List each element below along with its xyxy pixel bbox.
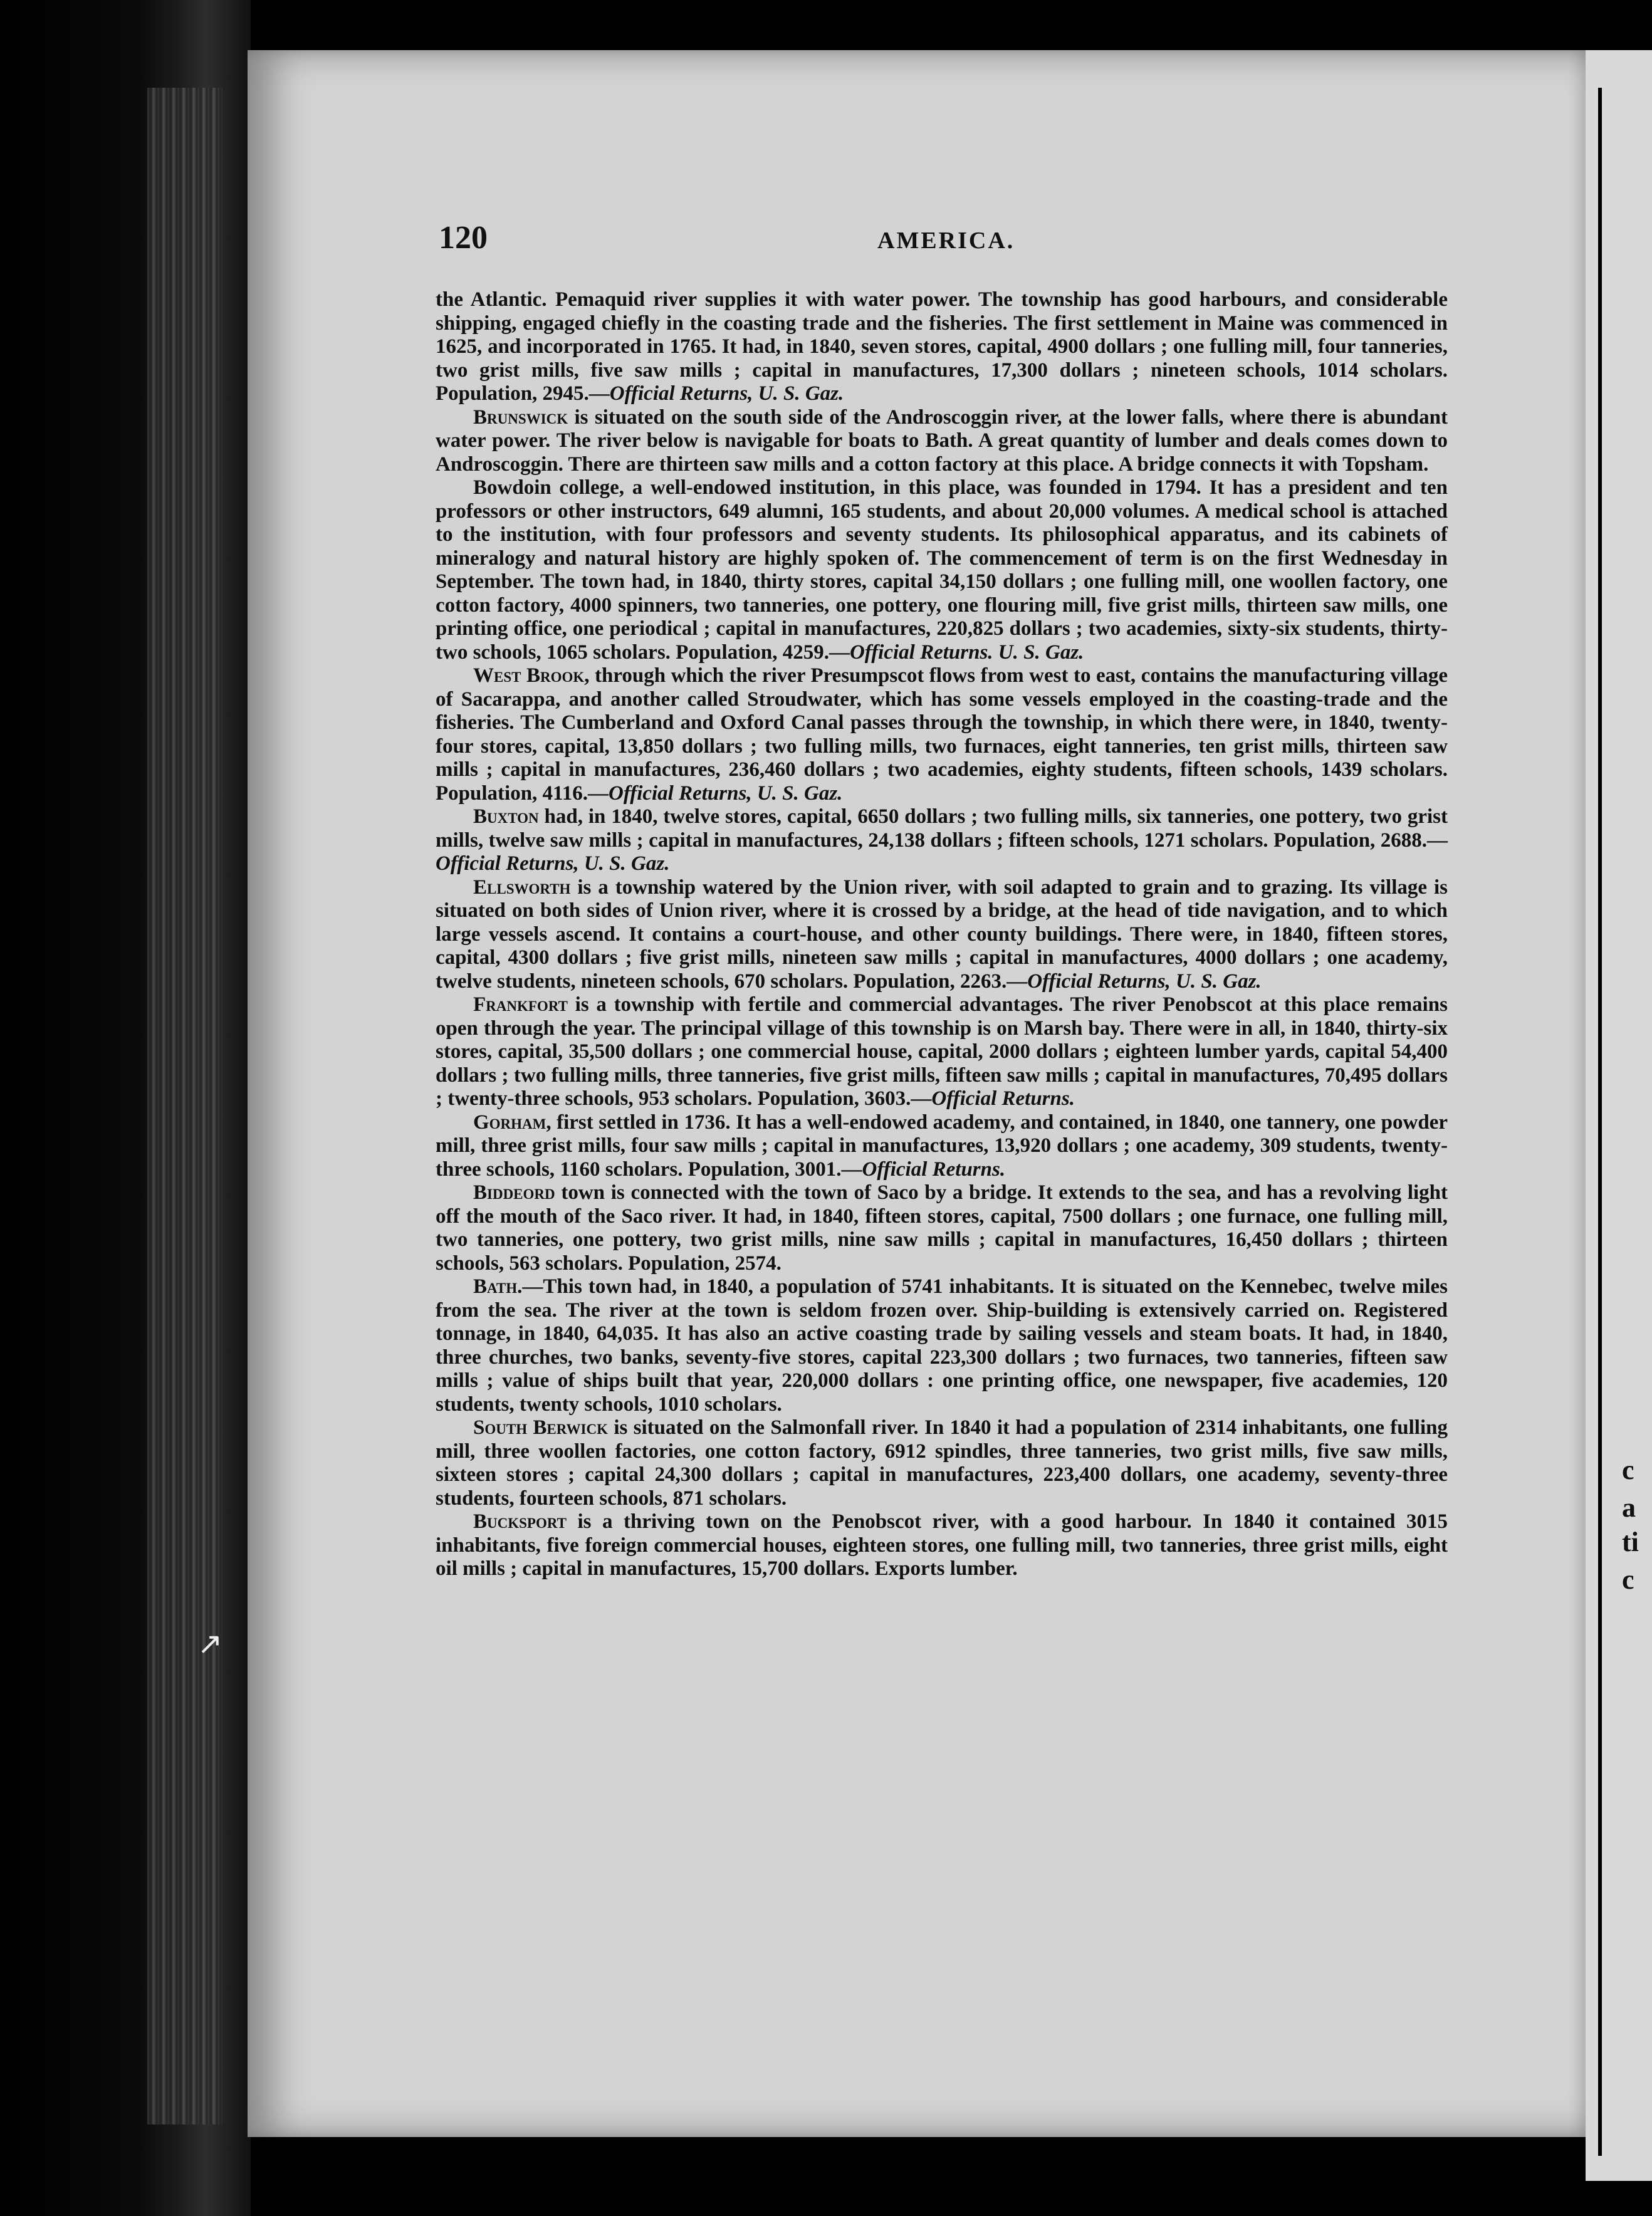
facing-page-letter: c [1622, 1455, 1634, 1485]
facing-page-letter: a [1622, 1492, 1636, 1523]
citation: Official Returns. [862, 1158, 1006, 1181]
paragraph-text: is situated on the Salmonfall river. In 1840 it had a population of 2314 inhabitants, one fulling mill, three woollen factories, one cotton factory, 6912 spindles, three tanneries, two grist mills, five saw mills, sixteen stores ; capital 24,300 dollars ; capital in manufactures, 223,400 dollars, one academy, seventy-three students, fourteen schools, 871 scholars. [436, 1416, 1448, 1510]
paragraph-text: the Atlantic. Pemaquid river supplies it with water power. The township has good harbours, and considerable shipping, engaged chiefly in the coasting trade and the fisheries. The first settlement in Maine was commenced in 1625, and incorporated in 1765. It had, in 1840, seven stores, capital, 4900 dollars ; one fulling mill, four tanneries, two grist mills, five saw mills ; capital in manufactures, 17,300 dollars ; nineteen schools, 1014 scholars. Population, 2945.— [436, 288, 1448, 405]
paragraph-text: is a township watered by the Union river, with soil adapted to grain and to grazing. Its village is situated on both sides of Union river, where it is crossed by a bridge, at the head of tide navigation, and to which large vessels ascend. It contains a court-house, and other county buildings. There were, in 1840, fifteen stores, capital, 4300 dollars ; five grist mills, nineteen saw mills ; capital in manufactures, 4000 dollars ; one academy, twelve students, nineteen schools, 670 scholars. Population, 2263.— [436, 875, 1448, 993]
paragraph-text: , first settled in 1736. It has a well-endowed academy, and contained, in 1840, one tannery, one powder mill, three grist mills, four saw mills ; capital in manufactures, 13,920 dollars ; one academy, 309 students, twenty-three schools, 1160 scholars. Population, 3001.— [436, 1111, 1448, 1181]
citation: Official Returns. U. S. Gaz. [849, 640, 1084, 664]
citation: Official Returns, U. S. Gaz. [1027, 970, 1262, 993]
paragraph [436, 406, 1448, 477]
paragraph [436, 1416, 1448, 1510]
paragraph-text: town is connected with the town of Saco by a bridge. It extends to the sea, and has a revolving light off the mouth of the Saco river. It had, in 1840, fifteen stores, capital, 7500 dollars ; one furnace, one fulling mill, two tanneries, one pottery, two grist mills, nine saw mills ; capital in manufactures, 16,450 dollars ; thirteen schools, 563 scholars. Population, 2574. [436, 1181, 1448, 1275]
paragraph [436, 876, 1448, 994]
facing-page-letter: ti [1622, 1527, 1639, 1557]
citation: Official Returns, U. S. Gaz. [609, 382, 844, 405]
place-name: Bath [473, 1275, 518, 1298]
paragraph [436, 1510, 1448, 1581]
paragraph-text: Bowdoin college, a well-endowed institution, in this place, was founded in 1794. It has a president and ten professors or other instructors, 649 alumni, 165 students, and about 20,000 volumes. A medical school is attached to the institution, with four professors and seventy students. Its philosophical apparatus, and its cabinets of mineralogy and natural history are highly spoken of. The commencement of term is on the first Wednesday in September. The town had, in 1840, thirty stores, capital 34,150 dollars ; one fulling mill, one woollen factory, one cotton factory, 4000 spinners, two tanneries, one pottery, one flouring mill, five grist mills, thirteen saw mills, one printing office, one periodical ; capital in manufactures, 220,825 dollars ; two academies, sixty-six students, thirty-two schools, 1065 scholars. Population, 4259.— [436, 476, 1448, 664]
place-name: Brunswick [473, 405, 568, 429]
page-header [439, 219, 1441, 263]
paragraph [436, 1275, 1448, 1416]
page-edges [147, 88, 222, 2125]
paragraph-text: is situated on the south side of the Androscoggin river, at the lower falls, where there is abundant water power. The river below is navigable for boats to Bath. A great quantity of lumber and deals comes down to Androscoggin. There are thirteen saw mills and a cotton factory at this place. A bridge connects it with Topsham. [436, 405, 1448, 476]
place-name: Bucksport [473, 1510, 567, 1533]
citation: Official Returns. [931, 1087, 1075, 1110]
page-number: 120 [439, 220, 488, 256]
running-head: AMERICA. [877, 227, 1015, 254]
citation: Official Returns, U. S. Gaz. [608, 781, 843, 805]
place-name: Gorham [473, 1111, 546, 1134]
paragraph-text: is a township with fertile and commercial advantages. The river Penobscot at this place remains open through the year. The principal village of this township is on Marsh bay. There were in all, in 1840, thirty-six stores, capital, 35,500 dollars ; one commercial house, capital, 2000 dollars ; eighteen lumber yards, capital 54,400 dollars ; two fulling mills, three tanneries, five grist mills, fifteen saw mills ; capital in manufactures, 70,495 dollars ; twenty-three schools, 953 scholars. Population, 3603.— [436, 993, 1448, 1110]
paragraph-text: , through which the river Presumpscot flows from west to east, contains the manufacturing village of Sacarappa, and another called Stroudwater, which has some vessels employed in the coasting-trade and the fisheries. The Cumberland and Oxford Canal passes through the township, in which there were, in 1840, twenty-four stores, capital, 13,850 dollars ; two fulling mills, two furnaces, eight tanneries, ten grist mills, thirteen saw mills ; capital in manufactures, 236,460 dollars ; two academies, eighty students, fifteen schools, 1439 scholars. Population, 4116.— [436, 664, 1448, 805]
paragraph-text: had, in 1840, twelve stores, capital, 6650 dollars ; two fulling mills, six tanneries, one pottery, two grist mills, twelve saw mills ; capital in manufactures, 24,138 dollars ; fifteen schools, 1271 scholars. Population, 2688.— [436, 805, 1448, 852]
margin-pencil-mark: ↗ [197, 1628, 223, 1661]
paragraph [436, 1111, 1448, 1182]
paragraph [436, 664, 1448, 805]
facing-page-rule [1598, 88, 1602, 2156]
place-name: Biddeord [473, 1181, 555, 1204]
facing-page-letter: c [1622, 1564, 1634, 1595]
paragraph [436, 805, 1448, 876]
paragraph-text: is a thriving town on the Penobscot river, with a good harbour. In 1840 it contained 3015 inhabitants, five foreign commercial houses, eighteen stores, one fulling mill, two tanneries, three grist mills, eight oil mills ; capital in manufactures, 15,700 dollars. Exports lumber. [436, 1510, 1448, 1580]
facing-page-edge [1586, 50, 1652, 2181]
paragraph-text: .—This town had, in 1840, a population of 5741 inhabitants. It is situated on the Kennebec, twelve miles from the sea. The river at the town is seldom frozen over. Ship-building is extensively carried on. Registered tonnage, in 1840, 64,035. It has also an active coasting trade by sailing vessels and steam boats. It had, in 1840, three churches, two banks, seventy-five stores, capital 223,300 dollars ; two furnaces, two tanneries, fifteen saw mills ; value of ships built that year, 220,000 dollars : one printing office, one newspaper, five academies, 120 students, twenty schools, 1010 scholars. [436, 1275, 1448, 1416]
paragraph [436, 288, 1448, 406]
place-name: South Berwick [473, 1416, 609, 1439]
page-body [436, 288, 1448, 2074]
place-name: Frankfort [473, 993, 568, 1016]
paragraph [436, 993, 1448, 1111]
place-name: Ellsworth [473, 875, 571, 899]
place-name: Buxton [473, 805, 539, 828]
citation: Official Returns, U. S. Gaz. [436, 852, 670, 875]
place-name: West Brook [473, 664, 585, 687]
paragraph [436, 476, 1448, 664]
paragraph [436, 1181, 1448, 1275]
